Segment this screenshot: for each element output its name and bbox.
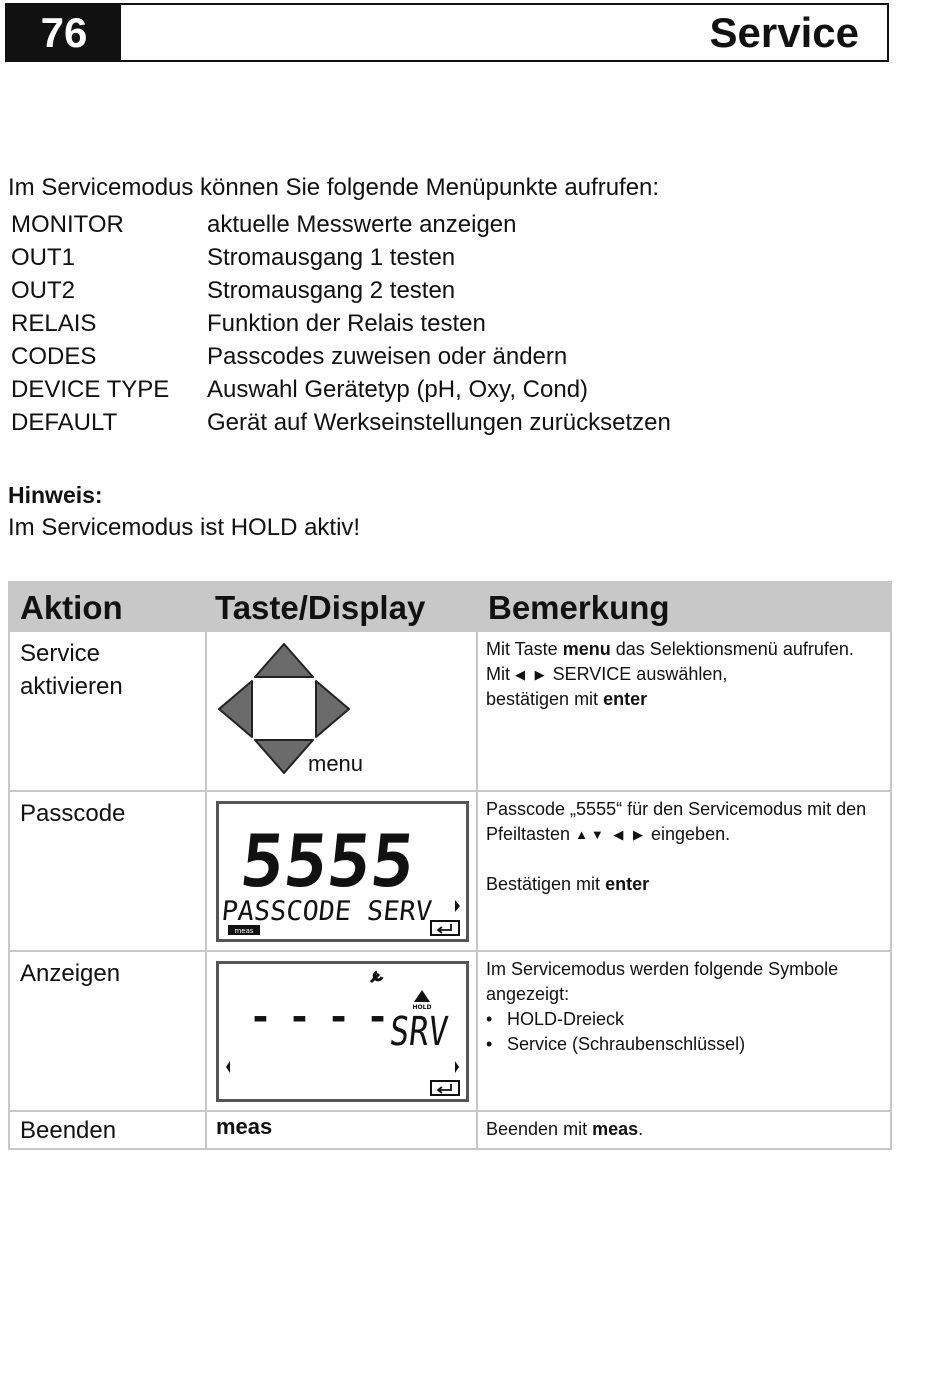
- action-text: aktivieren: [20, 673, 123, 700]
- action-text: Service: [20, 640, 101, 667]
- remark-text: angezeigt:: [486, 984, 570, 1004]
- remark-text: Pfeiltasten: [486, 824, 576, 844]
- column-header-key-display: Taste/Display: [215, 589, 426, 626]
- enter-icon-arrow: [438, 924, 451, 933]
- menu-key: OUT1: [11, 243, 76, 271]
- table-row: [10, 950, 890, 1110]
- enter-icon: [431, 1081, 459, 1095]
- arrow-keys-icon: ▲▼ ◀ ▶: [575, 827, 647, 842]
- lcd-side-text: SRV: [387, 1009, 465, 1055]
- menu-desc: Stromausgang 2 testen: [207, 276, 456, 304]
- lcd-display-service: [216, 961, 469, 1102]
- list-item: [11, 274, 671, 307]
- menu-key: OUT2: [11, 276, 76, 304]
- list-item: [11, 241, 671, 274]
- menu-desc: Auswahl Gerätetyp (pH, Oxy, Cond): [207, 375, 589, 403]
- remark-cell: [478, 1112, 890, 1148]
- menu-desc: Passcodes zuweisen oder ändern: [207, 342, 568, 370]
- enter-icon: [431, 921, 459, 935]
- list-item: • HOLD-Dreieck: [486, 1007, 882, 1032]
- remark-text: Im Servicemodus werden folgende Symbole: [486, 959, 839, 979]
- lcd-right-arrow-icon: [455, 1061, 459, 1073]
- hold-label: HOLD: [412, 1004, 432, 1011]
- remark-text: Beenden mit: [486, 1119, 593, 1139]
- key-display-cell: [207, 1112, 478, 1148]
- keypad-left-arrow: [219, 681, 252, 737]
- menu-key-label: menu: [308, 751, 364, 776]
- lcd-content: [219, 964, 466, 1099]
- key-display-cell: [207, 952, 478, 1110]
- action-cell: [10, 632, 207, 790]
- remark-text: Passcode „5555“ für den Servicemodus mit den: [486, 799, 867, 819]
- keypad-right-arrow: [316, 681, 349, 737]
- lcd-left-arrow-icon: [226, 1061, 230, 1073]
- column-header-remark: Bemerkung: [488, 589, 670, 626]
- remark-bold: enter: [605, 874, 650, 894]
- lcd-content: [219, 804, 466, 939]
- action-cell: Passcode: [10, 792, 207, 950]
- menu-key: CODES: [11, 342, 97, 370]
- menu-desc: Stromausgang 1 testen: [207, 243, 456, 271]
- remark-text: Bestätigen mit: [486, 874, 606, 894]
- lcd-main-value: - - - -: [249, 995, 389, 1039]
- remark-text: Mit: [486, 664, 515, 684]
- keypad-up-arrow: [255, 644, 313, 677]
- remark-cell: [478, 632, 890, 790]
- remark-text: Mit Taste: [486, 639, 563, 659]
- menu-desc: Funktion der Relais testen: [207, 309, 486, 337]
- page-title: Service: [709, 9, 859, 56]
- table-row: [10, 630, 890, 790]
- action-cell: Anzeigen: [10, 952, 207, 1110]
- key-display-cell: [207, 792, 478, 950]
- remark-text: eingeben.: [646, 824, 731, 844]
- intro-text: Im Servicemodus können Sie folgende Menüpunkte aufrufen:: [8, 174, 660, 201]
- procedure-table: [8, 581, 892, 1150]
- menu-item-list: [11, 208, 671, 439]
- list-item: • Service (Schraubenschlüssel): [486, 1032, 882, 1057]
- note-text: Im Servicemodus ist HOLD aktiv!: [8, 514, 361, 541]
- lcd-main-value: 5555: [236, 820, 419, 904]
- remark-cell: [478, 792, 890, 950]
- menu-desc: aktuelle Messwerte anzeigen: [207, 210, 517, 238]
- meas-key-label: meas: [216, 1114, 273, 1139]
- remark-text: .: [638, 1119, 644, 1139]
- left-right-arrow-icon: ◀ ▶: [515, 667, 548, 682]
- remark-bold: meas: [592, 1119, 639, 1139]
- table-row: [10, 1110, 890, 1148]
- list-item: [11, 307, 671, 340]
- remark-bold: menu: [562, 639, 611, 659]
- keypad-down-arrow: [255, 740, 313, 773]
- lcd-right-arrow-icon: [455, 900, 460, 912]
- table-header-row: [10, 583, 890, 630]
- menu-key: DEVICE TYPE: [11, 375, 170, 403]
- list-item: [11, 340, 671, 373]
- key-display-cell: [207, 632, 478, 790]
- remark-bold: enter: [603, 689, 648, 709]
- wrench-icon: [371, 972, 382, 982]
- remark-cell: [478, 952, 890, 1110]
- page-number: 76: [7, 5, 121, 60]
- menu-key: MONITOR: [11, 210, 124, 238]
- menu-desc: Gerät auf Werkseinstellungen zurücksetzen: [207, 408, 671, 436]
- menu-key: DEFAULT: [11, 408, 118, 436]
- menu-key: RELAIS: [11, 309, 97, 337]
- list-item: [11, 406, 671, 439]
- page-header: [5, 3, 889, 62]
- list-item: [11, 208, 671, 241]
- note-label: Hinweis:: [8, 482, 103, 508]
- action-cell: Beenden: [10, 1112, 207, 1148]
- remark-text: bestätigen mit: [486, 689, 604, 709]
- enter-icon-arrow: [438, 1084, 451, 1093]
- table-row: [10, 790, 890, 950]
- lcd-display-passcode: [216, 801, 469, 942]
- lcd-text-line: PASSCODE SERV: [220, 896, 435, 927]
- remark-text: das Selektionsmenü aufrufen.: [610, 639, 854, 659]
- column-header-action: Aktion: [20, 589, 123, 626]
- list-item: [11, 373, 671, 406]
- remark-text: SERVICE auswählen,: [547, 664, 728, 684]
- hold-triangle-icon: [414, 990, 430, 1002]
- meas-badge-label: meas: [234, 927, 254, 935]
